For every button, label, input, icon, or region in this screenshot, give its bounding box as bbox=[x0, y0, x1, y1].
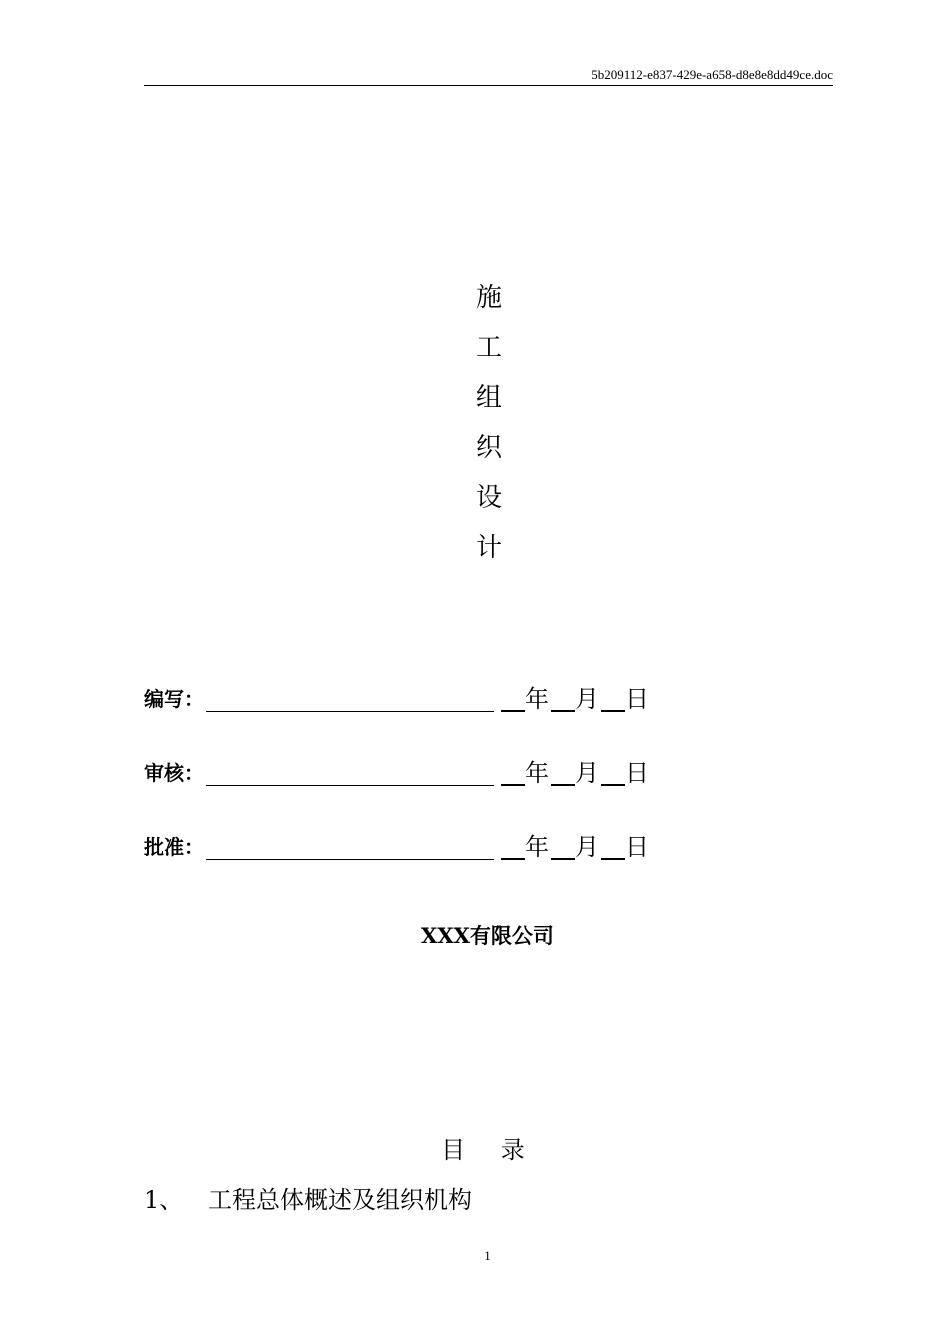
year-unit: 年 bbox=[525, 759, 549, 787]
day-unit: 日 bbox=[625, 759, 649, 787]
day-blank bbox=[601, 836, 625, 860]
sign-row-compiler bbox=[144, 682, 649, 712]
month-blank bbox=[551, 688, 575, 712]
year-blank bbox=[501, 688, 525, 712]
title-char: 设 bbox=[475, 483, 502, 513]
signature-line bbox=[206, 763, 494, 786]
toc-title: 目 录 bbox=[441, 1136, 539, 1164]
toc-item[interactable] bbox=[144, 1180, 472, 1215]
document-title-vertical bbox=[473, 280, 505, 580]
toc-item-text: 工程总体概述及组织机构 bbox=[208, 1186, 472, 1214]
month-blank bbox=[551, 762, 575, 786]
sign-row-approver bbox=[144, 830, 649, 860]
signature-line bbox=[206, 837, 494, 860]
title-char: 施 bbox=[475, 283, 502, 313]
sign-label: 审核： bbox=[144, 761, 204, 785]
month-unit: 月 bbox=[575, 685, 599, 713]
day-unit: 日 bbox=[625, 833, 649, 861]
year-blank bbox=[501, 836, 525, 860]
company-name: XXX有限公司 bbox=[421, 923, 554, 948]
document-filename: 5b209112-e837-429e-a658-d8e8e8dd49ce.doc bbox=[591, 67, 833, 82]
header-rule bbox=[144, 85, 833, 86]
year-blank bbox=[501, 762, 525, 786]
page-number: 1 bbox=[484, 1248, 491, 1263]
day-blank bbox=[601, 762, 625, 786]
toc-item-number: 1、 bbox=[144, 1186, 184, 1214]
month-unit: 月 bbox=[575, 833, 599, 861]
sign-label: 编写： bbox=[144, 687, 204, 711]
day-blank bbox=[601, 688, 625, 712]
title-char: 计 bbox=[475, 533, 502, 563]
sign-row-reviewer bbox=[144, 756, 649, 786]
year-unit: 年 bbox=[525, 685, 549, 713]
month-blank bbox=[551, 836, 575, 860]
year-unit: 年 bbox=[525, 833, 549, 861]
day-unit: 日 bbox=[625, 685, 649, 713]
sign-label: 批准： bbox=[144, 835, 204, 859]
title-char: 工 bbox=[475, 333, 502, 363]
month-unit: 月 bbox=[575, 759, 599, 787]
title-char: 组 bbox=[475, 383, 502, 413]
signature-line bbox=[206, 689, 494, 712]
title-char: 织 bbox=[475, 433, 502, 463]
